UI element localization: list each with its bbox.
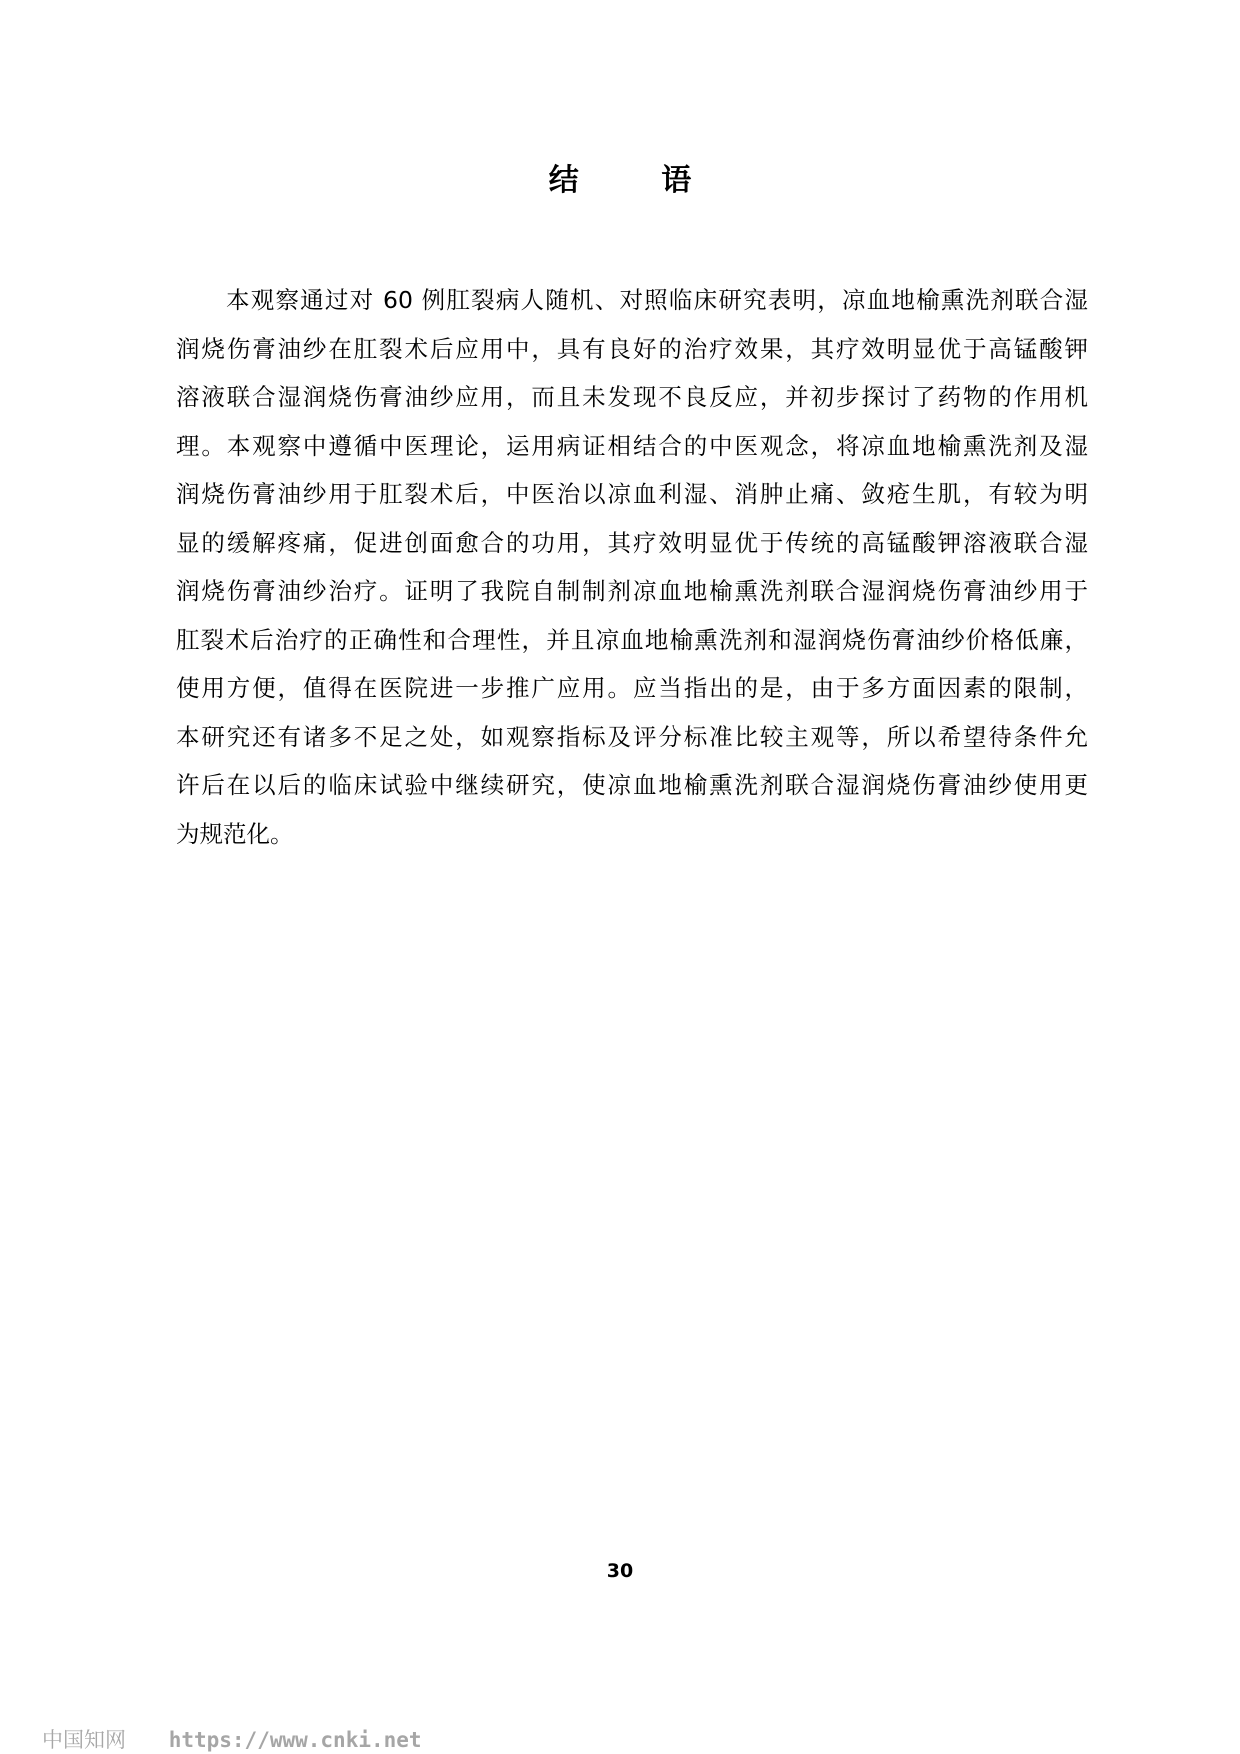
page-number: 30 [606,1560,634,1582]
paragraph-line: 溶液联合湿润烧伤膏油纱应用，而且未发现不良反应，并初步探讨了药物的作用机 [176,383,1088,411]
paragraph-line: 肛裂术后治疗的正确性和合理性，并且凉血地榆熏洗剂和湿润烧伤膏油纱价格低廉， [176,625,1088,654]
watermark-url: https://www.cnki.net [168,1728,422,1752]
paragraph-line: 为规范化。 [176,819,294,848]
paragraph-line: 本观察通过对 60 例肛裂病人随机、对照临床研究表明，凉血地榆熏洗剂联合湿 [226,286,1088,314]
paragraph-line: 润烧伤膏油纱在肛裂术后应用中，具有良好的治疗效果，其疗效明显优于高锰酸钾 [176,334,1088,363]
paragraph-line: 润烧伤膏油纱治疗。证明了我院自制制剂凉血地榆熏洗剂联合湿润烧伤膏油纱用于 [176,577,1088,605]
watermark [42,1724,422,1754]
paragraph-line: 显的缓解疼痛，促进创面愈合的功用，其疗效明显优于传统的高锰酸钾溶液联合湿 [176,528,1088,557]
watermark-site-name: 中国知网 [42,1728,126,1752]
page-title: 结 语 [548,163,728,198]
paragraph-line: 理。本观察中遵循中医理论，运用病证相结合的中医观念，将凉血地榆熏洗剂及湿 [176,431,1088,460]
body-paragraph [176,276,1088,858]
paragraph-line: 本研究还有诸多不足之处，如观察指标及评分标准比较主观等，所以希望待条件允 [176,722,1088,751]
paragraph-line: 润烧伤膏油纱用于肛裂术后，中医治以凉血利湿、消肿止痛、敛疮生肌，有较为明 [176,480,1088,508]
paragraph-line: 使用方便，值得在医院进一步推广应用。应当指出的是，由于多方面因素的限制， [176,674,1088,702]
paragraph-line: 许后在以后的临床试验中继续研究，使凉血地榆熏洗剂联合湿润烧伤膏油纱使用更 [176,771,1088,799]
